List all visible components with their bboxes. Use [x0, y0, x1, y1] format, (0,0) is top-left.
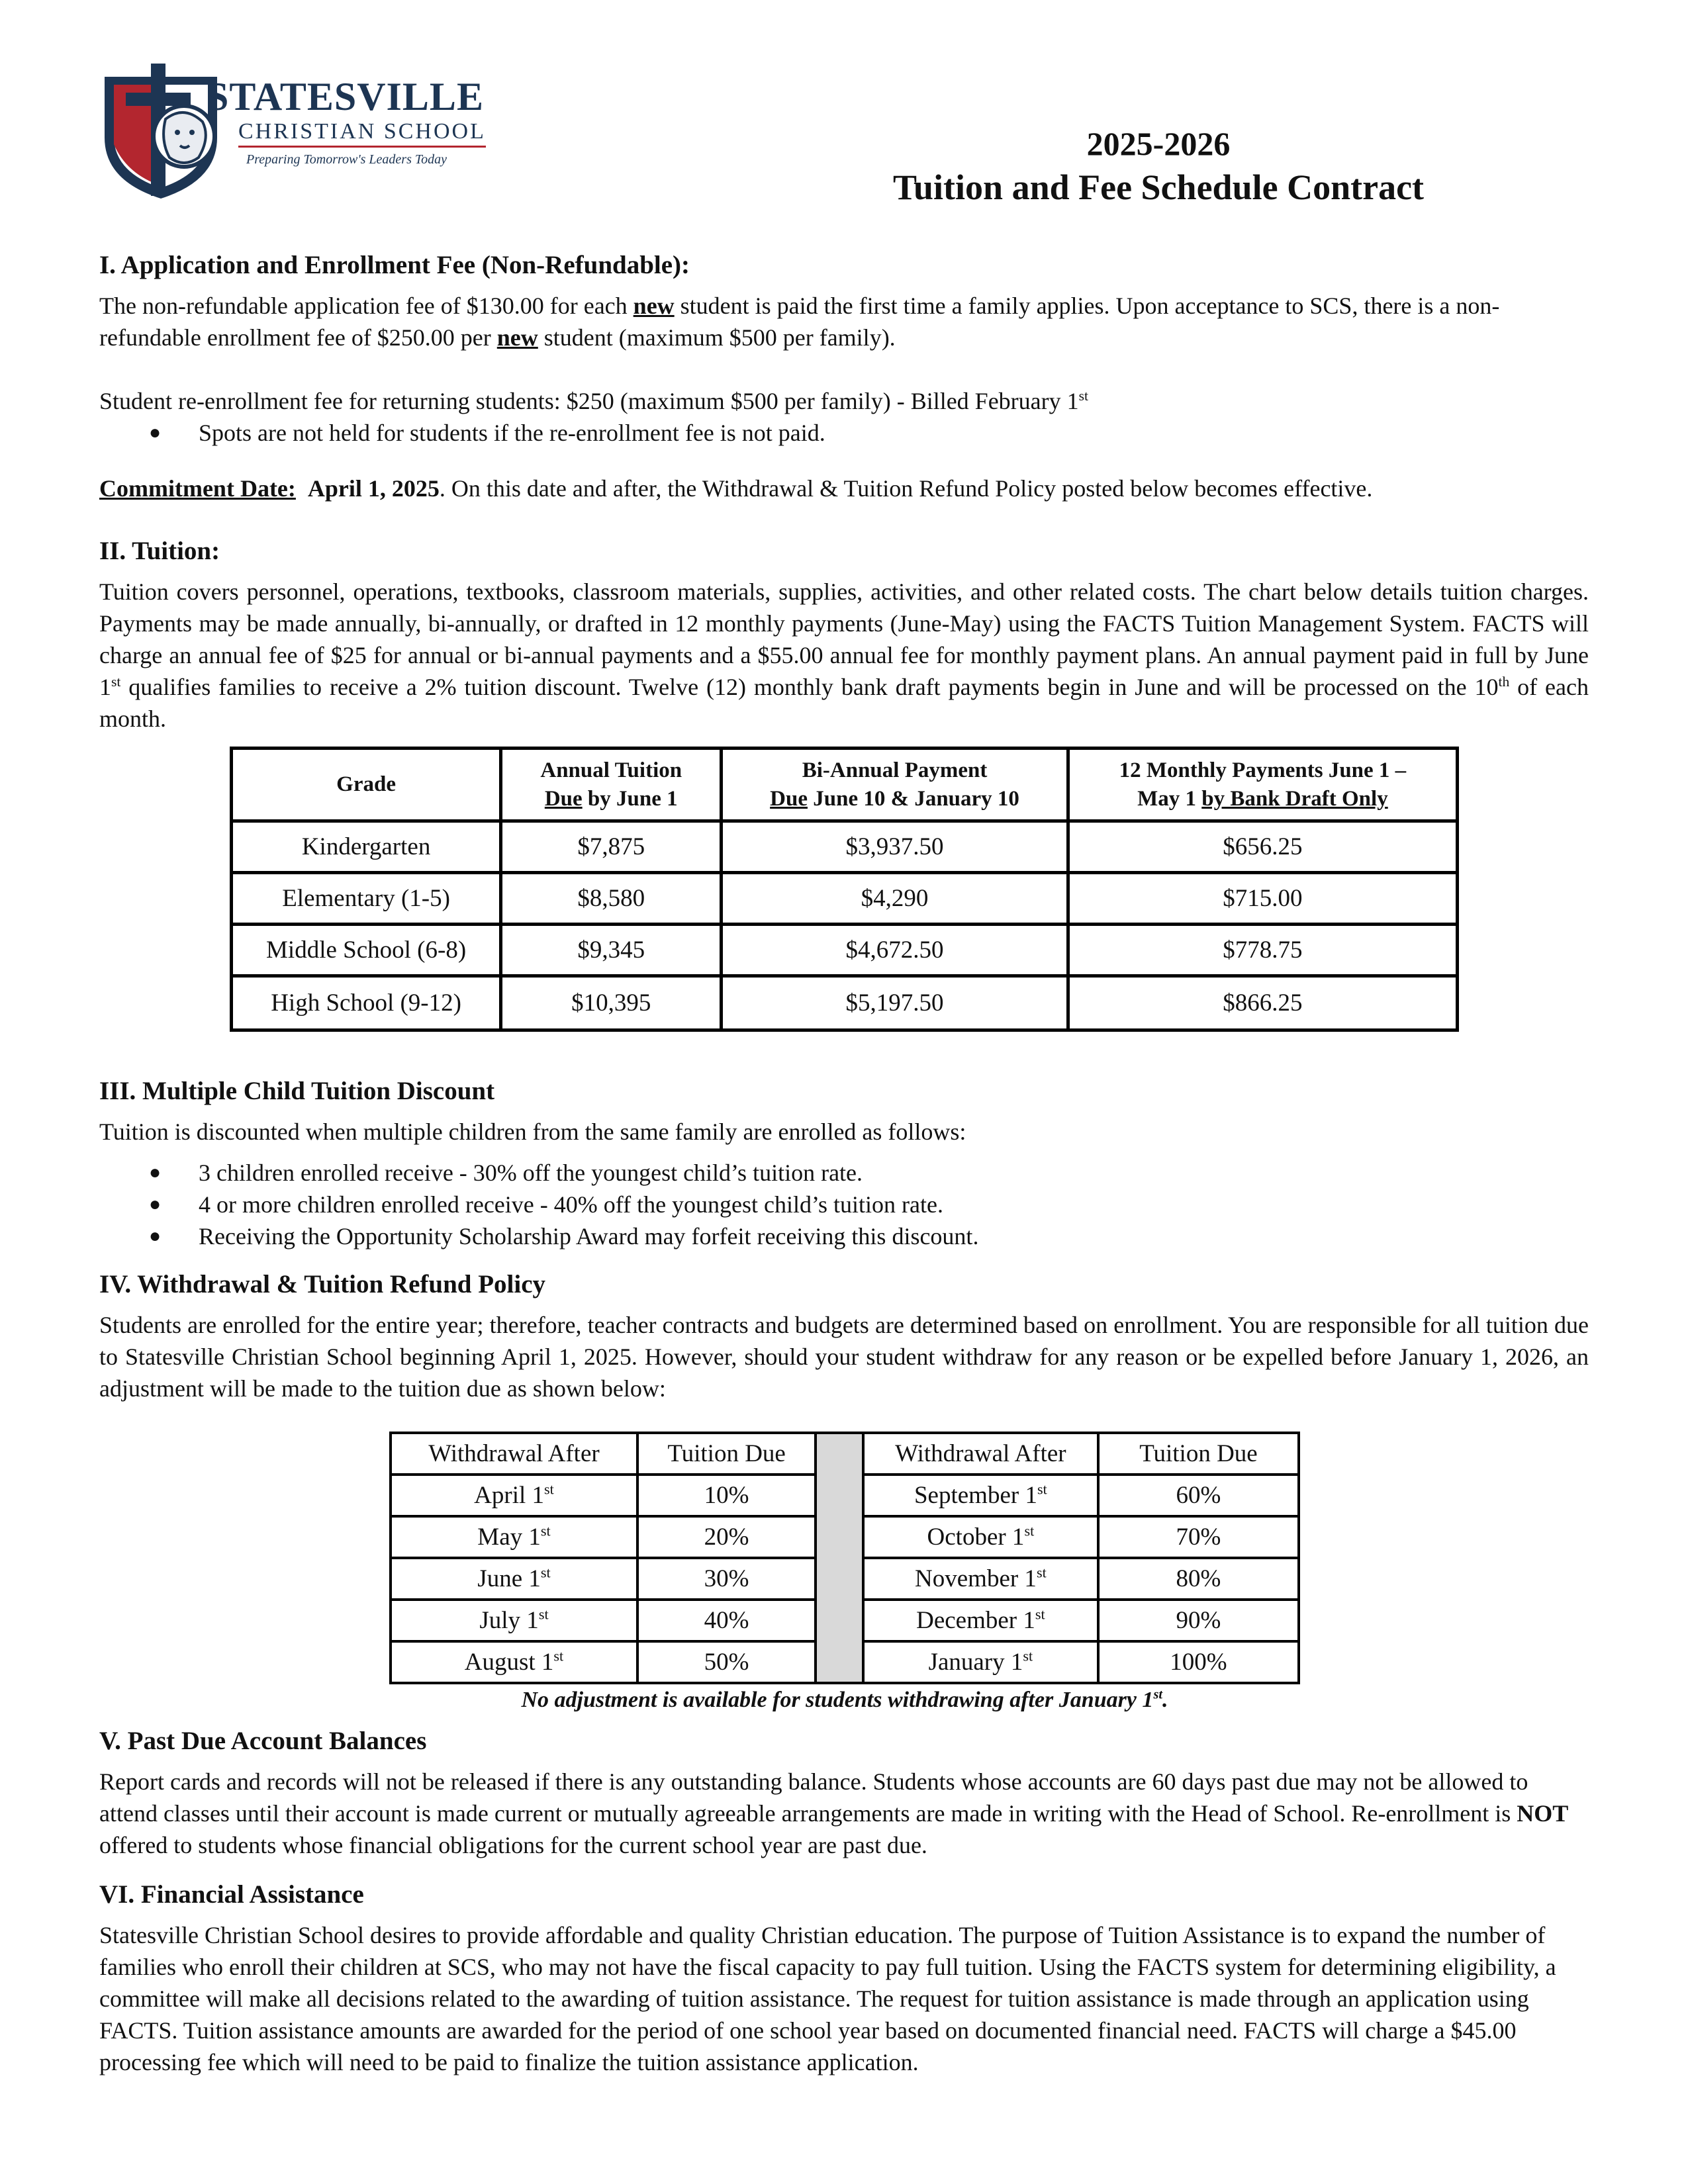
divider-column: [816, 1433, 863, 1683]
header-year: 2025-2026: [1086, 125, 1231, 162]
grade-cell: High School (9-12): [232, 976, 501, 1030]
biannual-cell: $3,937.50: [722, 821, 1068, 873]
col-header-biannual: Bi-Annual Payment Due June 10 & January 10: [722, 749, 1068, 821]
percent-cell: 50%: [637, 1641, 816, 1683]
section-2-heading: II. Tuition:: [99, 537, 220, 565]
school-logo: [99, 58, 487, 204]
section-3-intro: Tuition is discounted when multiple children from the same family are enrolled as follows:: [99, 1118, 966, 1145]
percent-cell: 30%: [637, 1558, 816, 1600]
month-cell: July 1st: [391, 1600, 637, 1641]
annual-cell: $7,875: [501, 821, 722, 873]
percent-cell: 10%: [637, 1475, 816, 1516]
percent-cell: 20%: [637, 1516, 816, 1558]
logo-tagline: Preparing Tomorrow's Leaders Today: [246, 152, 447, 167]
commitment-date-text: Commitment Date: April 1, 2025. On this date and after, the Withdrawal & Tuition Refund Policy posted below becomes effective.: [99, 475, 1373, 502]
month-cell: May 1st: [391, 1516, 637, 1558]
section-4-heading: IV. Withdrawal & Tuition Refund Policy: [99, 1270, 546, 1298]
list-item: ● Receiving the Opportunity Scholarship Award may forfeit receiving this discount.: [99, 1220, 1589, 1252]
page-title: Tuition and Fee Schedule Contract: [892, 167, 1425, 207]
reenrollment-bullets: [99, 417, 1589, 449]
month-cell: September 1st: [863, 1475, 1098, 1516]
section-1-heading: I. Application and Enrollment Fee (Non-Refundable):: [99, 251, 690, 279]
table-row: [232, 976, 1458, 1030]
month-cell: June 1st: [391, 1558, 637, 1600]
section-6-heading: VI. Financial Assistance: [99, 1880, 364, 1909]
withdrawal-note: No adjustment is available for students withdrawing after January 1st.: [521, 1687, 1168, 1712]
grade-cell: Middle School (6-8): [232, 925, 501, 976]
section-5-heading: V. Past Due Account Balances: [99, 1727, 427, 1755]
month-cell: December 1st: [863, 1600, 1098, 1641]
col-header-withdrawal: Withdrawal After: [863, 1433, 1098, 1475]
logo-name: STATESVILLE: [207, 75, 484, 118]
monthly-cell: $866.25: [1068, 976, 1457, 1030]
biannual-cell: $5,197.50: [722, 976, 1068, 1030]
percent-cell: 90%: [1098, 1600, 1299, 1641]
monthly-cell: $656.25: [1068, 821, 1457, 873]
logo-subname: CHRISTIAN SCHOOL: [238, 119, 486, 148]
table-row: [232, 925, 1458, 976]
monthly-cell: $715.00: [1068, 873, 1457, 925]
biannual-cell: $4,290: [722, 873, 1068, 925]
col-header-monthly: 12 Monthly Payments June 1 – May 1 by Bank Draft Only: [1068, 749, 1457, 821]
annual-cell: $8,580: [501, 873, 722, 925]
percent-cell: 100%: [1098, 1641, 1299, 1683]
reenrollment-fee-text: Student re-enrollment fee for returning students: $250 (maximum $500 per family) - Billed February 1st: [99, 388, 1089, 414]
annual-cell: $10,395: [501, 976, 722, 1030]
percent-cell: 80%: [1098, 1558, 1299, 1600]
month-cell: October 1st: [863, 1516, 1098, 1558]
col-header-annual: Annual Tuition Due by June 1: [501, 749, 722, 821]
percent-cell: 60%: [1098, 1475, 1299, 1516]
col-header-tuition-due: Tuition Due: [1098, 1433, 1299, 1475]
col-header-tuition-due: Tuition Due: [637, 1433, 816, 1475]
section-1-paragraph: The non-refundable application fee of $130.00 for each new student is paid the first time a family applies. Upon acceptance to SCS, there is a non-refundable enrollment fee of $250.00 per new student (maximum $500 per family).: [99, 293, 1500, 351]
discount-list: [99, 1157, 1589, 1252]
biannual-cell: $4,672.50: [722, 925, 1068, 976]
col-header-grade: Grade: [232, 749, 501, 821]
table-row: [232, 821, 1458, 873]
month-cell: January 1st: [863, 1641, 1098, 1683]
annual-cell: $9,345: [501, 925, 722, 976]
list-item: ● 4 or more children enrolled receive - 40% off the youngest child’s tuition rate.: [99, 1189, 1589, 1220]
grade-cell: Elementary (1-5): [232, 873, 501, 925]
percent-cell: 40%: [637, 1600, 816, 1641]
percent-cell: 70%: [1098, 1516, 1299, 1558]
month-cell: November 1st: [863, 1558, 1098, 1600]
section-6-paragraph: Statesville Christian School desires to provide affordable and quality Christian education. The purpose of Tuition Assistance is to expand the number of families who enroll their children at SCS, who may not have the fiscal capacity to pay full tuition. Using the FACTS system for determining eligibility, a committee will make all decisions related to the awarding of tuition assistance. The request for tuition assistance is made through an application using FACTS. Tuition assistance amounts are awarded for the period of one school year based on documented financial need. FACTS will charge a $45.00 processing fee which will need to be paid to finalize the tuition assistance application.: [99, 1922, 1556, 2075]
section-2-paragraph: Tuition covers personnel, operations, textbooks, classroom materials, supplies, activities, and other related costs. The chart below details tuition charges. Payments may be made annually, bi-annually, or drafted in 12 monthly payments (June-May) using the FACTS Tuition Management System. FACTS will charge an annual fee of $25 for annual or bi-annual payments and a $55.00 annual fee for monthly payment plans. An annual payment paid in full by June 1st qualifies families to receive a 2% tuition discount. Twelve (12) monthly bank draft payments begin in June and will be processed on the 10th of each month.: [99, 578, 1589, 732]
month-cell: April 1st: [391, 1475, 637, 1516]
section-5-paragraph: Report cards and records will not be released if there is any outstanding balance. Students whose accounts are 60 days past due may not be allowed to attend classes until their account is made current or mutually agreeable arrangements are made in writing with the Head of School. Re-enrollment is NOT offered to students whose financial obligations for the current school year are past due.: [99, 1768, 1569, 1858]
list-item: ● Spots are not held for students if the re-enrollment fee is not paid.: [99, 417, 1589, 449]
list-item: ● 3 children enrolled receive - 30% off the youngest child’s tuition rate.: [99, 1157, 1589, 1189]
month-cell: August 1st: [391, 1641, 637, 1683]
section-4-paragraph: Students are enrolled for the entire year; therefore, teacher contracts and budgets are determined based on enrollment. You are responsible for all tuition due to Statesville Christian School beginning April 1, 2025. However, should your student withdraw for any reason or be expelled before January 1, 2026, an adjustment will be made to the tuition due as shown below:: [99, 1312, 1589, 1402]
table-row: [232, 873, 1458, 925]
withdrawal-table: [389, 1432, 1300, 1684]
section-3-heading: III. Multiple Child Tuition Discount: [99, 1077, 495, 1105]
tuition-table: [230, 747, 1459, 1032]
grade-cell: Kindergarten: [232, 821, 501, 873]
col-header-withdrawal: Withdrawal After: [391, 1433, 637, 1475]
monthly-cell: $778.75: [1068, 925, 1457, 976]
